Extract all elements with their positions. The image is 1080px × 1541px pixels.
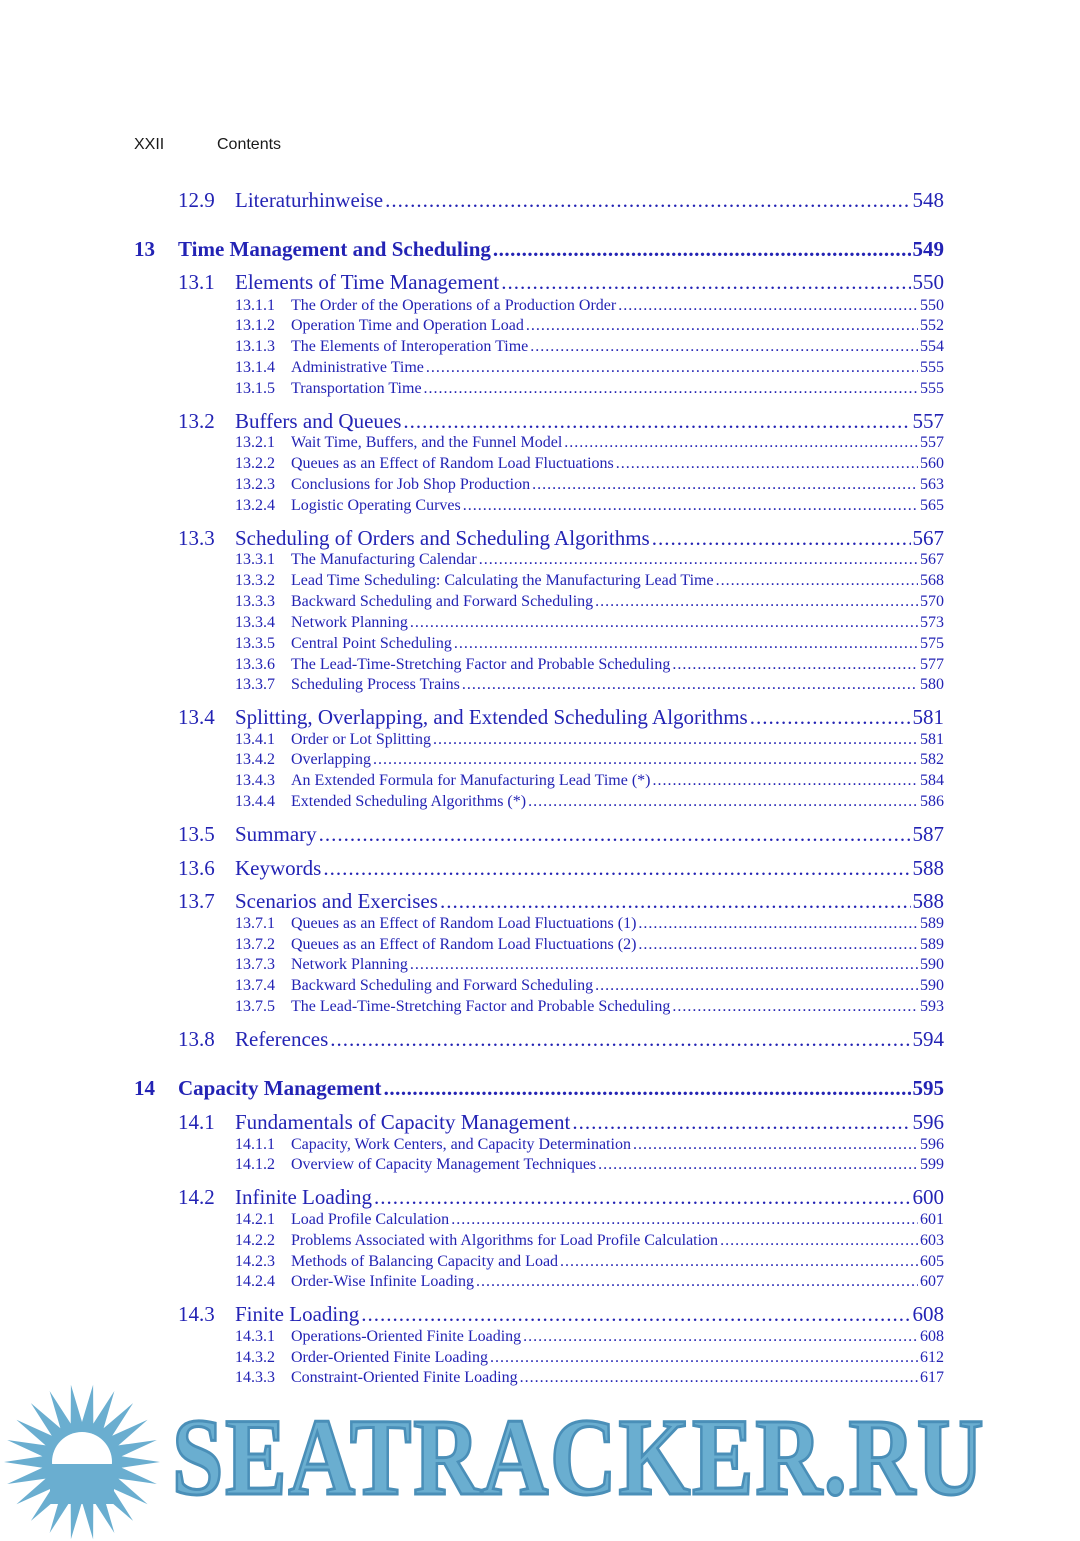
entry-page: 567 (912, 526, 944, 550)
entry-number: 13.6 (178, 856, 215, 880)
entry-page: 554 (920, 338, 944, 355)
entry-page: 563 (920, 476, 944, 493)
toc-subsection[interactable] (235, 1136, 944, 1154)
toc-subsection[interactable] (235, 317, 944, 335)
entry-page: 565 (920, 497, 944, 514)
toc-subsection[interactable] (235, 676, 944, 694)
toc-subsection[interactable] (235, 1232, 944, 1250)
entry-number: 13.1.2 (235, 317, 275, 334)
entry-title: Wait Time, Buffers, and the Funnel Model (291, 434, 563, 451)
leader-dots (672, 656, 918, 674)
toc-section[interactable] (178, 856, 944, 881)
leader-dots (454, 635, 918, 653)
entry-page: 608 (920, 1328, 944, 1345)
entry-number: 13.2.4 (235, 497, 275, 514)
leader-dots (532, 476, 918, 494)
entry-number: 14 (134, 1076, 155, 1100)
entry-page: 594 (912, 1027, 944, 1051)
entry-title: Overview of Capacity Management Techniques (291, 1156, 597, 1173)
leader-dots (426, 359, 918, 377)
entry-number: 13.5 (178, 822, 215, 846)
toc-subsection[interactable] (235, 1253, 944, 1271)
leader-dots (526, 317, 918, 335)
entry-page: 595 (912, 1076, 944, 1100)
entry-number: 14.3.3 (235, 1369, 275, 1386)
entry-title: The Lead-Time-Stretching Factor and Probable Scheduling (291, 998, 671, 1015)
entry-page: 567 (920, 551, 944, 568)
toc-subsection[interactable] (235, 915, 944, 933)
entry-title: Keywords (235, 856, 322, 880)
toc-subsection[interactable] (235, 956, 944, 974)
entry-page: 596 (920, 1136, 944, 1153)
leader-dots (595, 977, 918, 995)
toc-subsection[interactable] (235, 1328, 944, 1346)
entry-page: 608 (912, 1302, 944, 1326)
toc-subsection[interactable] (235, 455, 944, 473)
entry-page: 589 (920, 915, 944, 932)
leader-dots (720, 1232, 918, 1250)
entry-number: 13.2 (178, 409, 215, 433)
entry-number: 13.3.7 (235, 676, 275, 693)
toc-subsection[interactable] (235, 936, 944, 954)
entry-title: Scenarios and Exercises (235, 889, 438, 913)
entry-number: 13.3.5 (235, 635, 275, 652)
entry-number: 14.3.1 (235, 1328, 275, 1345)
entry-title: References (235, 1027, 329, 1051)
entry-title: Capacity Management (178, 1076, 382, 1100)
leader-dots (652, 526, 911, 551)
entry-number: 13.7 (178, 889, 215, 913)
entry-number: 13.3 (178, 526, 215, 550)
entry-title: Transportation Time (291, 380, 422, 397)
leader-dots (598, 1156, 918, 1174)
toc-subsection[interactable] (235, 297, 944, 315)
entry-number: 13.4 (178, 705, 215, 729)
toc-subsection[interactable] (235, 614, 944, 632)
entry-number: 13.3.4 (235, 614, 275, 631)
toc-subsection[interactable] (235, 731, 944, 749)
entry-number: 14.1 (178, 1110, 215, 1134)
toc-subsection[interactable] (235, 359, 944, 377)
entry-number: 12.9 (178, 188, 215, 212)
leader-dots (672, 998, 918, 1016)
leader-dots (523, 1328, 918, 1346)
toc-subsection[interactable] (235, 751, 944, 769)
entry-page: 587 (912, 822, 944, 846)
entry-title: Backward Scheduling and Forward Scheduling (291, 593, 594, 610)
entry-number: 13.2.3 (235, 476, 275, 493)
leader-dots (373, 751, 918, 769)
toc-section[interactable] (178, 188, 944, 213)
entry-number: 13.4.4 (235, 793, 275, 810)
toc-subsection[interactable] (235, 551, 944, 569)
entry-title: Summary (235, 822, 317, 846)
leader-dots (633, 1136, 918, 1154)
entry-number: 13.7.1 (235, 915, 275, 932)
entry-number: 13.1.4 (235, 359, 275, 376)
toc-subsection[interactable] (235, 476, 944, 494)
leader-dots (319, 822, 911, 847)
leader-dots (618, 297, 918, 315)
leader-dots (463, 497, 918, 515)
entry-page: 588 (912, 856, 944, 880)
entry-title: Operations-Oriented Finite Loading (291, 1328, 522, 1345)
entry-title: Constraint-Oriented Finite Loading (291, 1369, 518, 1386)
leader-dots (424, 380, 918, 398)
entry-page: 573 (920, 614, 944, 631)
leader-dots (433, 731, 918, 749)
entry-title: Overlapping (291, 751, 371, 768)
entry-number: 13.4.1 (235, 731, 275, 748)
entry-title: Finite Loading (235, 1302, 360, 1326)
entry-title: Backward Scheduling and Forward Scheduling (291, 977, 594, 994)
entry-number: 14.2.3 (235, 1253, 275, 1270)
entry-number: 13 (134, 237, 155, 261)
entry-title: Order or Lot Splitting (291, 731, 431, 748)
entry-number: 14.3.2 (235, 1349, 275, 1366)
entry-page: 612 (920, 1349, 944, 1366)
toc-subsection[interactable] (235, 497, 944, 515)
entry-number: 13.1.1 (235, 297, 275, 314)
entry-title: Logistic Operating Curves (291, 497, 461, 514)
entry-title: Literaturhinweise (235, 188, 384, 212)
toc-section[interactable] (178, 822, 944, 847)
entry-title: Problems Associated with Algorithms for Load Profile Calculation (291, 1232, 719, 1249)
toc-section[interactable] (178, 889, 944, 914)
entry-page: 590 (920, 956, 944, 973)
toc-section[interactable] (178, 1027, 944, 1052)
leader-dots (410, 956, 918, 974)
entry-number: 13.3.2 (235, 572, 275, 589)
toc-section[interactable] (178, 1302, 944, 1327)
entry-number: 13.3.6 (235, 656, 275, 673)
entry-title: Administrative Time (291, 359, 424, 376)
entry-page: 588 (912, 889, 944, 913)
entry-title: Elements of Time Management (235, 270, 500, 294)
entry-page: 555 (920, 359, 944, 376)
leader-dots (440, 889, 911, 914)
entry-page: 596 (912, 1110, 944, 1134)
leader-dots (479, 551, 918, 569)
leader-dots (530, 338, 918, 356)
entry-number: 14.3 (178, 1302, 215, 1326)
leader-dots (638, 915, 918, 933)
sun-icon (4, 1385, 160, 1539)
toc-section[interactable] (178, 1110, 944, 1135)
toc-subsection[interactable] (235, 380, 944, 398)
toc-chapter[interactable] (134, 237, 944, 262)
leader-dots (595, 593, 918, 611)
leader-dots (564, 434, 918, 452)
entry-page: 570 (920, 593, 944, 610)
toc-subsection[interactable] (235, 998, 944, 1016)
entry-title: Methods of Balancing Capacity and Load (291, 1253, 559, 1270)
toc-subsection[interactable] (235, 1273, 944, 1291)
entry-page: 599 (920, 1156, 944, 1173)
leader-dots (501, 270, 910, 295)
entry-page: 581 (912, 705, 944, 729)
leader-dots (560, 1253, 918, 1271)
entry-page: 605 (920, 1253, 944, 1270)
entry-number: 13.7.2 (235, 936, 275, 953)
entry-page: 555 (920, 380, 944, 397)
entry-page: 550 (920, 297, 944, 314)
entry-page: 549 (912, 237, 944, 261)
entry-page: 617 (920, 1369, 944, 1386)
entry-title: The Elements of Interoperation Time (291, 338, 529, 355)
entry-title: Time Management and Scheduling (178, 237, 491, 261)
leader-dots (476, 1273, 918, 1291)
entry-page: 581 (920, 731, 944, 748)
entry-page: 593 (920, 998, 944, 1015)
entry-title: Capacity, Work Centers, and Capacity Determination (291, 1136, 631, 1153)
watermark-text: SEATRACKER.RU (172, 1396, 986, 1518)
entry-page: 601 (920, 1211, 944, 1228)
toc-subsection[interactable] (235, 635, 944, 653)
leader-dots (528, 793, 918, 811)
leader-dots (638, 936, 918, 954)
entry-page: 590 (920, 977, 944, 994)
entry-title: Scheduling of Orders and Scheduling Algorithms (235, 526, 650, 550)
entry-page: 552 (920, 317, 944, 334)
sun-horizon (50, 1464, 114, 1504)
leader-dots (750, 705, 911, 730)
entry-title: Network Planning (291, 956, 408, 973)
entry-title: Queues as an Effect of Random Load Fluctuations (291, 455, 614, 472)
leader-dots (490, 1349, 918, 1367)
entry-title: Fundamentals of Capacity Management (235, 1110, 571, 1134)
entry-number: 13.2.1 (235, 434, 275, 451)
leader-dots (462, 676, 918, 694)
entry-page: 575 (920, 635, 944, 652)
entry-title: Order-Wise Infinite Loading (291, 1273, 474, 1290)
entry-number: 13.1 (178, 270, 215, 294)
entry-title: Lead Time Scheduling: Calculating the Manufacturing Lead Time (291, 572, 714, 589)
leader-dots (361, 1302, 910, 1327)
leader-dots (410, 614, 918, 632)
entry-title: Operation Time and Operation Load (291, 317, 524, 334)
entry-page: 603 (920, 1232, 944, 1249)
entry-number: 13.4.2 (235, 751, 275, 768)
entry-number: 14.2.2 (235, 1232, 275, 1249)
entry-page: 600 (912, 1185, 944, 1209)
entry-page: 580 (920, 676, 944, 693)
toc-subsection[interactable] (235, 793, 944, 811)
entry-title: An Extended Formula for Manufacturing Lead Time (*) (291, 772, 651, 789)
leader-dots (572, 1110, 910, 1135)
entry-title: Extended Scheduling Algorithms (*) (291, 793, 527, 810)
entry-number: 13.1.3 (235, 338, 275, 355)
entry-title: Load Profile Calculation (291, 1211, 450, 1228)
running-header (134, 136, 281, 154)
entry-page: 557 (912, 409, 944, 433)
toc-section[interactable] (178, 270, 944, 295)
entry-title: The Lead-Time-Stretching Factor and Probable Scheduling (291, 656, 671, 673)
toc-section[interactable] (178, 705, 944, 730)
entry-number: 14.2.4 (235, 1273, 275, 1290)
leader-dots (323, 856, 910, 881)
entry-page: 584 (920, 772, 944, 789)
entry-page: 589 (920, 936, 944, 953)
entry-number: 13.7.5 (235, 998, 275, 1015)
entry-title: Queues as an Effect of Random Load Fluctuations (2) (291, 936, 637, 953)
entry-number: 14.2 (178, 1185, 215, 1209)
toc-subsection[interactable] (235, 593, 944, 611)
entry-number: 13.7.4 (235, 977, 275, 994)
toc-chapter[interactable] (134, 1076, 944, 1101)
entry-page: 586 (920, 793, 944, 810)
entry-page: 557 (920, 434, 944, 451)
entry-title: Order-Oriented Finite Loading (291, 1349, 488, 1366)
toc-subsection[interactable] (235, 977, 944, 995)
entry-title: Central Point Scheduling (291, 635, 452, 652)
entry-title: Queues as an Effect of Random Load Fluctuations (1) (291, 915, 637, 932)
toc-subsection[interactable] (235, 1211, 944, 1229)
toc-section[interactable] (178, 409, 944, 434)
leader-dots (403, 409, 910, 434)
leader-dots (616, 455, 918, 473)
entry-number: 13.8 (178, 1027, 215, 1051)
leader-dots (652, 772, 918, 790)
entry-number: 13.3.3 (235, 593, 275, 610)
entry-number: 13.1.5 (235, 380, 275, 397)
leader-dots (384, 1076, 911, 1101)
entry-title: Network Planning (291, 614, 408, 631)
entry-title: Splitting, Overlapping, and Extended Scheduling Algorithms (235, 705, 748, 729)
toc-subsection[interactable] (235, 338, 944, 356)
entry-title: The Order of the Operations of a Production Order (291, 297, 617, 314)
leader-dots (385, 188, 910, 213)
entry-title: Scheduling Process Trains (291, 676, 460, 693)
toc-subsection[interactable] (235, 572, 944, 590)
entry-page: 560 (920, 455, 944, 472)
entry-page: 582 (920, 751, 944, 768)
entry-page: 577 (920, 656, 944, 673)
entry-number: 13.3.1 (235, 551, 275, 568)
entry-page: 550 (912, 270, 944, 294)
leader-dots (374, 1185, 910, 1210)
toc-subsection[interactable] (235, 1349, 944, 1367)
leader-dots (716, 572, 918, 590)
toc-subsection[interactable] (235, 656, 944, 674)
leader-dots (493, 237, 911, 262)
entry-page: 607 (920, 1273, 944, 1290)
entry-page: 568 (920, 572, 944, 589)
entry-page: 548 (912, 188, 944, 212)
running-title: Contents (217, 136, 282, 153)
entry-title: Infinite Loading (235, 1185, 373, 1209)
toc-section[interactable] (178, 1185, 944, 1210)
toc-section[interactable] (178, 526, 944, 551)
entry-number: 14.1.2 (235, 1156, 275, 1173)
toc-subsection[interactable] (235, 434, 944, 452)
leader-dots (451, 1211, 918, 1229)
entry-number: 14.2.1 (235, 1211, 275, 1228)
entry-title: The Manufacturing Calendar (291, 551, 477, 568)
entry-number: 13.7.3 (235, 956, 275, 973)
toc-subsection[interactable] (235, 772, 944, 790)
entry-number: 13.4.3 (235, 772, 275, 789)
entry-number: 14.1.1 (235, 1136, 275, 1153)
entry-title: Buffers and Queues (235, 409, 402, 433)
page-folio: XXII (134, 136, 165, 153)
entry-title: Conclusions for Job Shop Production (291, 476, 531, 493)
toc-subsection[interactable] (235, 1156, 944, 1174)
entry-number: 13.2.2 (235, 455, 275, 472)
leader-dots (330, 1027, 910, 1052)
